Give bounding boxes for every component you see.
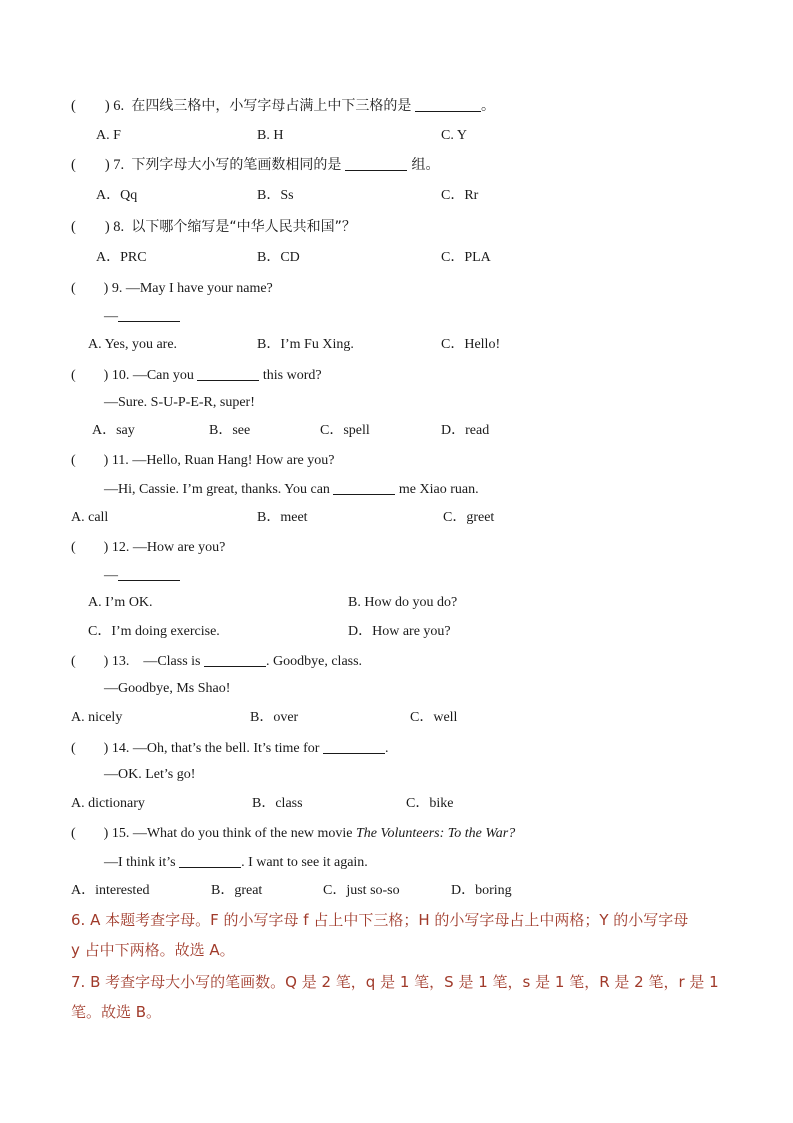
answer-blank[interactable] [179, 853, 241, 868]
reply-text-after: . I want to see it again. [241, 855, 368, 870]
question-13 [71, 652, 362, 671]
question-number: ( ) 12. [71, 540, 133, 555]
option-c[interactable]: C．well [410, 710, 458, 725]
reply-line [104, 480, 479, 499]
question-text: —Oh, that’s the bell. It’s time for [132, 741, 320, 756]
option-a[interactable]: A. nicely [71, 710, 123, 725]
question-number: ( ) 9. [71, 281, 126, 296]
question-10 [71, 366, 322, 385]
option-c[interactable]: C．spell [320, 423, 370, 438]
reply-text: —Hi, Cassie. I’m great, thanks. You can [104, 482, 330, 497]
answer-blank[interactable] [415, 97, 481, 112]
option-a[interactable]: A. dictionary [71, 796, 145, 811]
option-c[interactable]: C．greet [443, 510, 495, 525]
option-c[interactable]: C．bike [406, 796, 454, 811]
question-number: ( ) 11. [71, 453, 133, 468]
option-b[interactable]: B．meet [257, 510, 308, 525]
question-text: —Class is [143, 654, 201, 669]
option-c[interactable]: C．Hello! [441, 337, 501, 352]
question-text-after: 组。 [407, 157, 440, 173]
answer-blank[interactable] [333, 480, 395, 495]
option-a[interactable]: A. I’m OK. [88, 595, 153, 610]
question-15 [71, 825, 515, 843]
question-12 [71, 539, 225, 557]
option-a[interactable]: A. call [71, 510, 109, 525]
option-a[interactable]: A．interested [71, 883, 150, 898]
option-d[interactable]: D．read [441, 423, 490, 438]
option-b[interactable]: B．see [209, 423, 251, 438]
movie-title: The Volunteers: To the War? [356, 826, 516, 841]
option-b[interactable]: B．CD [257, 250, 300, 265]
reply-line: —Sure. S-U-P-E-R, super! [104, 395, 255, 410]
question-text-after: this word? [259, 368, 322, 383]
question-number: ( ) 10. [71, 368, 133, 383]
question-number: ( ) 8. [71, 219, 132, 235]
option-c[interactable]: C．I’m doing exercise. [88, 624, 220, 639]
reply-line [104, 307, 180, 326]
question-text-after: 。 [481, 98, 496, 114]
option-a[interactable]: A．say [92, 423, 135, 438]
answer-blank[interactable] [323, 739, 385, 754]
question-text-after: . Goodbye, class. [266, 654, 363, 669]
reply-line [104, 566, 180, 585]
answer-blank[interactable] [345, 156, 407, 171]
option-a[interactable]: A. Yes, you are. [88, 337, 178, 352]
question-number: ( ) 7. [71, 157, 132, 173]
question-number: ( ) 14. [71, 741, 133, 756]
answer-blank[interactable] [118, 307, 180, 322]
question-text: —Can you [132, 368, 194, 383]
reply-line: —Goodbye, Ms Shao! [104, 681, 231, 696]
answer-explanation-7-line-1: 7. B 考查字母大小写的笔画数。Q 是 2 笔，q 是 1 笔，S 是 1 笔，s 是 1 笔，R 是 2 笔，r 是 1 [71, 973, 719, 991]
option-a[interactable]: A．PRC [96, 250, 147, 265]
question-text: 下列字母大小写的笔画数相同的是 [131, 157, 342, 173]
answer-blank[interactable] [197, 366, 259, 381]
option-b[interactable]: B．over [250, 710, 299, 725]
question-text: —May I have your name? [125, 281, 273, 296]
option-c[interactable]: C．Rr [441, 188, 479, 203]
option-c[interactable]: C．PLA [441, 250, 491, 265]
answer-blank[interactable] [204, 652, 266, 667]
question-text: —How are you? [132, 540, 226, 555]
option-d[interactable]: D．boring [451, 883, 512, 898]
question-text: 在四线三格中，小写字母占满上中下三格的是 [131, 98, 412, 114]
option-c[interactable]: C．just so-so [323, 883, 400, 898]
question-9 [71, 280, 273, 298]
question-text: —What do you think of the new movie [132, 826, 357, 841]
reply-text-after: me Xiao ruan. [395, 482, 479, 497]
question-6 [71, 97, 495, 115]
question-text-after: . [384, 741, 389, 756]
question-number: ( ) 6. [71, 98, 132, 114]
answer-explanation-7-line-2: 笔。故选 B。 [71, 1003, 162, 1021]
answer-explanation-6-line-2: y 占中下两格。故选 A。 [71, 941, 235, 959]
reply-dash: — [104, 568, 118, 583]
question-8 [71, 218, 356, 236]
option-b[interactable]: B．great [211, 883, 263, 898]
option-b[interactable]: B. How do you do? [348, 595, 458, 610]
option-b[interactable]: B. H [257, 128, 284, 143]
question-number: ( ) 15. [71, 826, 133, 841]
option-b[interactable]: B．I’m Fu Xing. [257, 337, 354, 352]
answer-explanation-6-line-1: 6. A 本题考查字母。F 的小写字母 f 占上中下三格；H 的小写字母占上中两格；Y 的小写字母 [71, 911, 689, 929]
answer-blank[interactable] [118, 566, 180, 581]
option-a[interactable]: A. F [96, 128, 121, 143]
reply-dash: — [104, 309, 118, 324]
question-7 [71, 156, 440, 174]
reply-line: —OK. Let’s go! [104, 767, 196, 782]
option-d[interactable]: D．How are you? [348, 624, 451, 639]
question-text: —Hello, Ruan Hang! How are you? [132, 453, 335, 468]
question-14 [71, 739, 388, 758]
question-text: 以下哪个缩写是“中华人民共和国”？ [131, 219, 356, 235]
reply-text: —I think it’s [104, 855, 176, 870]
option-c[interactable]: C. Y [441, 128, 467, 143]
reply-line [104, 853, 368, 872]
question-11 [71, 452, 334, 470]
option-b[interactable]: B．class [252, 796, 303, 811]
question-number: ( ) 13. [71, 654, 144, 669]
option-a[interactable]: A．Qq [96, 188, 138, 203]
option-b[interactable]: B．Ss [257, 188, 294, 203]
